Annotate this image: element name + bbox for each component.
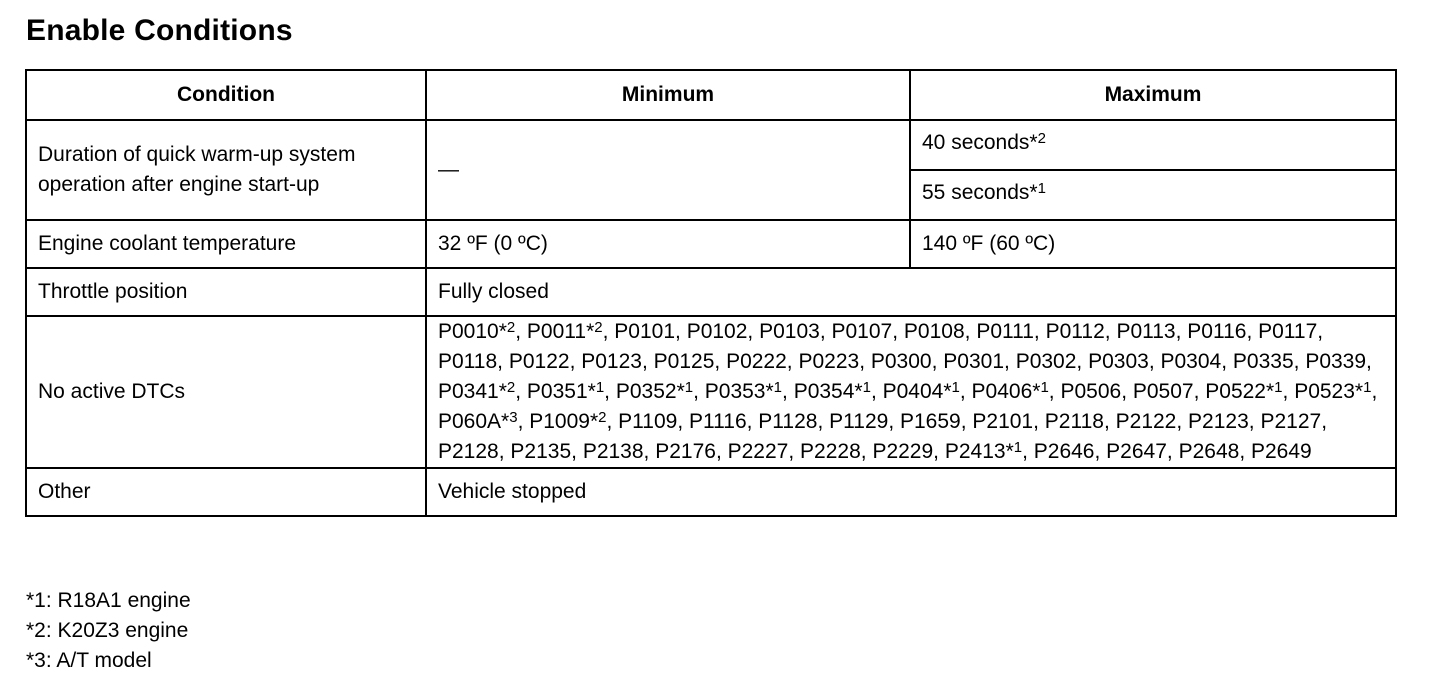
- table-row-throttle: [26, 268, 1396, 316]
- dtc-code: P0304: [1160, 350, 1222, 373]
- dtc-code: P0341*$^2$: [438, 379, 516, 403]
- table-row-coolant: [26, 220, 1396, 268]
- dtc-code: P0111: [976, 320, 1034, 343]
- table-header-row: [26, 70, 1396, 120]
- dtc-code: P0303: [1088, 350, 1149, 373]
- dtc-code: P0523*$^1$: [1294, 379, 1372, 403]
- dtc-code: P2228: [800, 440, 861, 463]
- dtc-condition: No active DTCs: [26, 316, 426, 468]
- dtc-code: P0112: [1045, 320, 1105, 343]
- warmup-maximum-k20z3: 40 seconds*$^2$: [911, 121, 1395, 171]
- dtc-code: P0335: [1232, 350, 1294, 373]
- dtc-code: P060A*$^3$: [438, 409, 518, 433]
- dtc-code: P2128: [438, 440, 499, 463]
- dtc-code: P0223: [798, 350, 860, 373]
- dtc-code: P0522*$^1$: [1205, 379, 1283, 403]
- other-condition: Other: [26, 468, 426, 516]
- dtc-code: P1009*$^2$: [529, 409, 607, 433]
- dtc-code-list: P0010*$^2$, P0011*$^2$, P0101, P0102, P0103, P0107, P0108, P0111, P0112, P0113, P0116, P0117, P0118, P0122, P0123, P0125, P0222, P0223, P0300, P0301, P0302, P0303, P0304, P0335, P0339, P0341*$^2$, P0351*$^1$, P0352*$^1$, P0353*$^1$, P0354*$^1$, P0404*$^1$, P0406*$^1$, P0506, P0507, P0522*$^1$, P0523*$^1$, P060A*$^3$, P1009*$^2$, P1109, P1116, P1128, P1129, P1659, P2101, P2118, P2122, P2123, P2127, P2128, P2135, P2138, P2176, P2227, P2228, P2229, P2413*$^1$, P2646, P2647, P2648, P2649: [426, 316, 1396, 468]
- throttle-condition: Throttle position: [26, 268, 426, 316]
- other-value: Vehicle stopped: [426, 468, 1396, 516]
- dtc-code: P0406*$^1$: [971, 379, 1049, 403]
- dtc-code: P0118: [438, 350, 498, 373]
- dtc-code: P1109: [618, 410, 678, 433]
- footnote-1: *1: R18A1 engine: [26, 589, 191, 612]
- table-row-warmup: [26, 120, 1396, 220]
- dtc-code: P2127: [1260, 410, 1322, 433]
- dtc-code: P2122: [1115, 410, 1177, 433]
- warmup-maximum: [910, 120, 1396, 220]
- header-maximum: Maximum: [910, 70, 1396, 120]
- dtc-code: P0507: [1132, 380, 1194, 403]
- dtc-code: P2135: [510, 440, 572, 463]
- dtc-code: P0123: [581, 350, 642, 373]
- header-minimum: Minimum: [426, 70, 910, 120]
- dtc-code: P1116: [689, 410, 747, 433]
- dtc-code: P0404*$^1$: [882, 379, 960, 403]
- table-row-dtc: [26, 316, 1396, 468]
- dtc-code: P0300: [870, 350, 932, 373]
- dtc-code: P2413*$^1$: [944, 439, 1023, 463]
- dtc-code: P2648: [1178, 440, 1240, 463]
- dtc-code: P0103: [759, 320, 820, 343]
- throttle-value: Fully closed: [426, 268, 1396, 316]
- dtc-code: P0122: [508, 350, 570, 373]
- dtc-code: P0101: [614, 320, 676, 343]
- dtc-code: P1659: [899, 410, 961, 433]
- dtc-code: P2176: [655, 440, 716, 463]
- dtc-code: P0506: [1060, 380, 1122, 403]
- dtc-code: P0113: [1116, 320, 1176, 343]
- page-title: Enable Conditions: [26, 14, 293, 47]
- dtc-code: P2229: [872, 440, 934, 463]
- dtc-code: P0108: [903, 320, 965, 343]
- dtc-code: P0339: [1305, 350, 1367, 373]
- coolant-minimum: 32 ºF (0 ºC): [426, 220, 910, 268]
- enable-conditions-table: [25, 69, 1397, 517]
- footnote-3: *3: A/T model: [26, 649, 152, 672]
- dtc-code: P0107: [831, 320, 893, 343]
- dtc-code: P1129: [829, 410, 889, 433]
- coolant-condition: Engine coolant temperature: [26, 220, 426, 268]
- dtc-code: P0102: [686, 320, 748, 343]
- warmup-condition: Duration of quick warm-up system operation after engine start-up: [26, 120, 426, 220]
- footnote-2: *2: K20Z3 engine: [26, 619, 189, 642]
- dtc-code: P2649: [1250, 440, 1312, 463]
- dtc-code: P0302: [1015, 350, 1077, 373]
- dtc-code: P0351*$^1$: [526, 379, 605, 403]
- dtc-code: P0010*$^2$: [438, 319, 516, 343]
- table-row-other: [26, 468, 1396, 516]
- dtc-code: P0116: [1187, 320, 1247, 343]
- dtc-code: P0353*$^1$: [704, 379, 783, 403]
- dtc-code: P0354*$^1$: [793, 379, 871, 403]
- dtc-code: P0352*$^1$: [615, 379, 694, 403]
- dtc-code: P2123: [1188, 410, 1249, 433]
- dtc-code: P0125: [653, 350, 715, 373]
- dtc-code: P0011*$^2$: [526, 319, 603, 343]
- warmup-maximum-r18a1: 55 seconds*$^1$: [922, 180, 1046, 204]
- dtc-code: P2138: [582, 440, 644, 463]
- header-condition: Condition: [26, 70, 426, 120]
- dtc-code: P2118: [1044, 410, 1104, 433]
- footnotes: [26, 586, 191, 676]
- dtc-code: P2101: [972, 410, 1034, 433]
- coolant-maximum: 140 ºF (60 ºC): [910, 220, 1396, 268]
- dtc-code: P2646: [1033, 440, 1095, 463]
- dtc-code: P1128: [758, 410, 818, 433]
- dtc-code: P2647: [1106, 440, 1167, 463]
- dtc-code: P2227: [727, 440, 789, 463]
- warmup-minimum: —: [426, 120, 910, 220]
- dtc-code: P0117: [1258, 320, 1318, 343]
- dtc-code: P0222: [726, 350, 787, 373]
- dtc-code: P0301: [943, 350, 1005, 373]
